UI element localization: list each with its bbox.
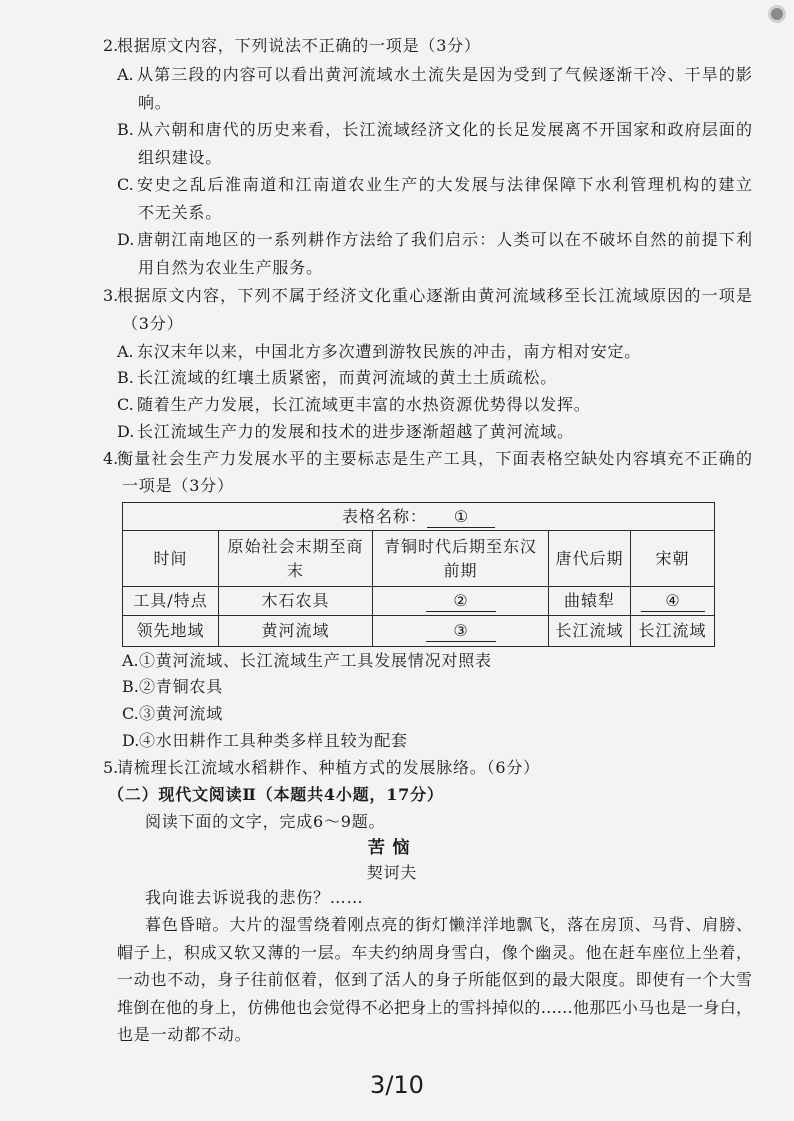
table-cell: 领先地域 [123,616,219,647]
story-paragraph-line: 暮色昏暗。大片的湿雪绕着刚点亮的街灯懒洋洋地飘飞，落在房顶、马背、肩膀、 [145,915,752,934]
q3-option-d-label: D. [117,422,135,441]
q3-option-c-label: C. [117,395,134,414]
table-cell: 长江流域 [631,616,715,647]
q3-option-a-text: 东汉末年以来，中国北方多次遭到游牧民族的冲击，南方相对安定。 [137,342,642,361]
q4-option-b-label: B. [122,677,139,696]
table-cell: 曲辕犁 [549,587,631,616]
q4-option-a-text: ①黄河流域、长江流域生产工具发展情况对照表 [139,651,492,670]
q2-option-a-label: A. [117,65,134,84]
table-cell: 长江流域 [549,616,631,647]
q3-option-c-text: 随着生产力发展，长江流域更丰富的水热资源优势得以发挥。 [137,395,591,414]
q4-number: 4. [103,449,119,468]
table-row-tools [123,587,715,616]
table-header-row [123,531,715,587]
comparison-table [122,502,715,647]
q4-option-d-label: D. [122,731,140,750]
table-header-cell: 宋朝 [631,531,715,587]
q2-stem: 根据原文内容，下列说法不正确的一项是（3分） [117,36,481,55]
q3-option-b-label: B. [117,368,134,387]
page-number: 3/10 [370,1071,424,1099]
table-blank-2: ② [426,591,496,612]
q3-option-d-text: 长江流域生产力的发展和技术的进步逐渐超越了黄河流域。 [137,422,574,441]
section-instruction: 阅读下面的文字，完成6～9题。 [145,812,386,831]
table-title-row [123,503,715,531]
q3-number: 3. [103,286,119,305]
q4-stem-line2: 一项是（3分） [122,476,234,495]
q2-option-c-label: C. [117,175,134,194]
q3-stem-line1: 根据原文内容，下列不属于经济文化重心逐渐由黄河流域移至长江流域原因的一项是 [117,286,752,305]
table-cell: 木石农具 [219,587,373,616]
table-cell: 工具/特点 [123,587,219,616]
q4-option-a-label: A. [122,651,139,670]
table-header-cell: 原始社会末期至商末 [219,531,373,587]
q2-option-c-line1: 安史之乱后淮南道和江南道农业生产的大发展与法律保障下水利管理机构的建立 [137,175,752,194]
q4-option-d-text: ④水田耕作工具种类多样且较为配套 [139,731,408,750]
q3-stem-line2: （3分） [122,314,184,333]
table-cell [631,587,715,616]
table-cell: 黄河流域 [219,616,373,647]
q4-option-c-text: ③黄河流域 [139,704,224,723]
story-paragraph-line: 一动也不动，身子往前伛着，伛到了活人的身子所能伛到的最大限度。即使有一个大雪 [117,970,752,989]
q2-option-a-line1: 从第三段的内容可以看出黄河流域水土流失是因为受到了气候逐渐干冷、干旱的影 [137,65,752,84]
q5-stem: 请梳理长江流域水稻耕作、种植方式的发展脉络。（6分） [117,758,540,777]
table-blank-3: ③ [426,621,496,642]
table-title-blank: ① [427,507,495,528]
table-header-cell: 唐代后期 [549,531,631,587]
table-header-cell: 青铜时代后期至东汉前期 [373,531,549,587]
table-blank-4: ④ [641,591,705,612]
table-cell [373,587,549,616]
table-cell [373,616,549,647]
q5-number: 5. [103,758,119,777]
table-title-label: 表格名称： [342,506,428,526]
q4-option-b-text: ②青铜农具 [139,677,224,696]
story-paragraph-line: 堆倒在他的身上，仿佛他也会觉得不必把身上的雪抖掉似的……他那匹小马也是一身白， [117,998,752,1017]
q2-option-d-line1: 唐朝江南地区的一系列耕作方法给了我们启示：人类可以在不破坏自然的前提下利 [137,230,752,249]
story-paragraph-line: 帽子上，积成又软又薄的一层。车夫约纳周身雪白，像个幽灵。他在赶车座位上坐着， [117,943,752,962]
q3-option-a-label: A. [117,342,134,361]
section-heading: （二）现代文阅读Ⅱ（本题共4小题，17分） [108,785,444,804]
story-title: 苦 恼 [367,838,411,858]
q2-option-b-line2: 组织建设。 [138,148,223,167]
q2-option-b-line1: 从六朝和唐代的历史来看，长江流域经济文化的长足发展离不开国家和政府层面的 [137,120,752,139]
q2-option-c-line2: 不无关系。 [138,203,223,222]
q4-stem-line1: 衡量社会生产力发展水平的主要标志是生产工具，下面表格空缺处内容填充不正确的 [117,449,752,468]
table-header-cell: 时间 [123,531,219,587]
table-title-cell [123,503,715,531]
q2-number: 2. [103,36,119,55]
q2-option-b-label: B. [117,120,134,139]
q2-option-a-line2: 响。 [138,93,172,112]
story-paragraph-line: 也是一动都不动。 [117,1025,252,1044]
story-epigraph: 我向谁去诉说我的悲伤？…… [145,888,364,907]
story-author: 契诃夫 [366,863,418,882]
q2-option-d-line2: 用自然为农业生产服务。 [138,258,323,277]
q3-option-b-text: 长江流域的红壤土质紧密，而黄河流域的黄土土质疏松。 [137,368,558,387]
q2-option-d-label: D. [117,230,135,249]
table-row-region [123,616,715,647]
scan-punch-mark [771,8,783,20]
q4-option-c-label: C. [122,704,139,723]
